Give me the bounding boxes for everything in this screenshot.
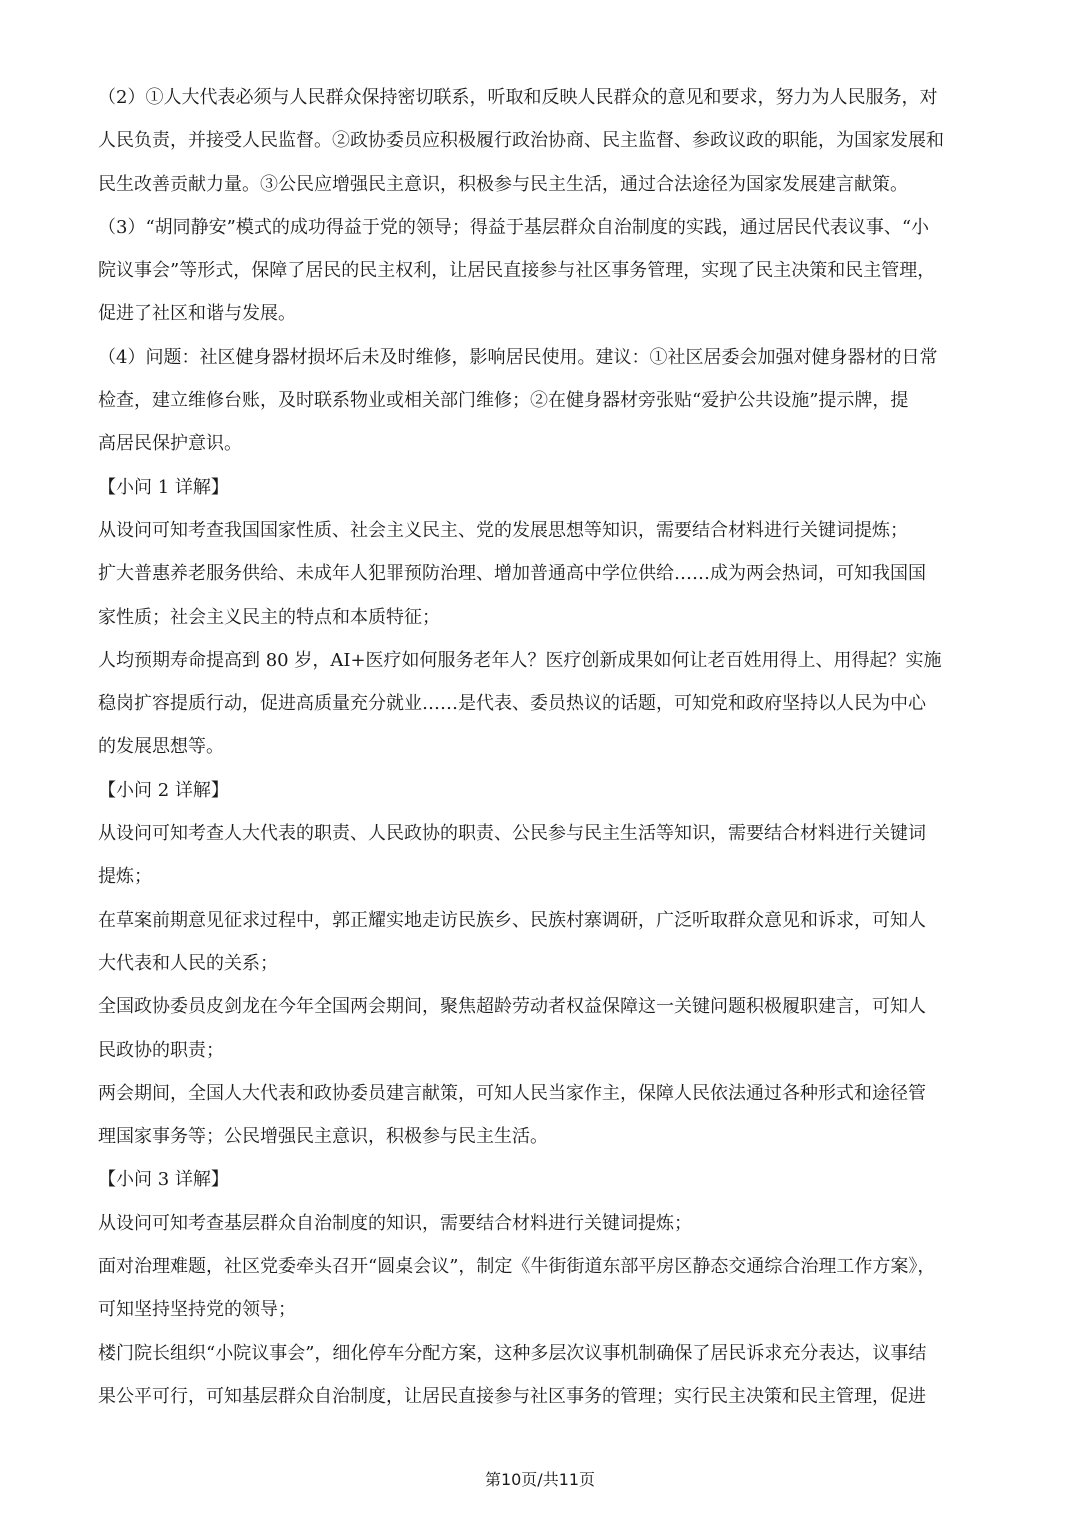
text-line: 检查，建立维修台账，及时联系物业或相关部门维修；②在健身器材旁张贴“爱护公共设施”提示牌，提: [98, 390, 909, 412]
text-line: 促进了社区和谐与发展。: [98, 303, 296, 325]
text-line: （4）问题：社区健身器材损坏后未及时维修，影响居民使用。建议：①社区居委会加强对健身器材的日常: [98, 346, 938, 368]
text-line: 两会期间，全国人大代表和政协委员建言献策，可知人民当家作主，保障人民依法通过各种形式和途径管: [98, 1082, 926, 1104]
text-line: 大代表和人民的关系；: [98, 952, 278, 974]
text-line: （3）“胡同静安”模式的成功得益于党的领导；得益于基层群众自治制度的实践，通过居民代表议事、“小: [98, 216, 930, 238]
text-line: 可知坚持坚持党的领导；: [98, 1299, 296, 1321]
text-line: 【小问 2 详解】: [98, 779, 229, 801]
text-line: （2）①人大代表必须与人民群众保持密切联系，听取和反映人民群众的意见和要求，努力为人民服务，对: [98, 87, 938, 108]
text-line: 高居民保护意识。: [98, 433, 242, 455]
text-line: 家性质；社会主义民主的特点和本质特征；: [98, 606, 440, 628]
text-line: 从设问可知考查基层群众自治制度的知识，需要结合材料进行关键词提炼；: [98, 1212, 692, 1234]
text-line: 的发展思想等。: [98, 736, 224, 758]
text-line: 在草案前期意见征求过程中，郭正耀实地走访民族乡、民族村寨调研，广泛听取群众意见和诉求，可知人: [98, 909, 926, 931]
text-line: 果公平可行，可知基层群众自治制度，让居民直接参与社区事务的管理；实行民主决策和民主管理，促进: [98, 1385, 926, 1407]
text-line: 民政协的职责；: [98, 1039, 224, 1061]
page-footer: 第10页/共11页: [484, 1470, 596, 1489]
text-line: 理国家事务等；公民增强民主意识，积极参与民主生活。: [98, 1126, 548, 1148]
text-line: 从设问可知考查人大代表的职责、人民政协的职责、公民参与民主生活等知识，需要结合材料进行关键词: [98, 823, 926, 845]
text-line: 扩大普惠养老服务供给、未成年人犯罪预防治理、增加普通高中学位供给……成为两会热词，可知我国国: [98, 563, 926, 585]
text-line: 【小问 3 详解】: [98, 1169, 229, 1191]
text-line: 从设问可知考查我国国家性质、社会主义民主、党的发展思想等知识，需要结合材料进行关键词提炼；: [98, 519, 908, 541]
text-line: 楼门院长组织“小院议事会”，细化停车分配方案，这种多层次议事机制确保了居民诉求充分表达，议事结: [98, 1342, 927, 1364]
text-line: 民生改善贡献力量。③公民应增强民主意识，积极参与民主生活，通过合法途径为国家发展建言献策。: [98, 173, 908, 195]
text-line: 人民负责，并接受人民监督。②政协委员应积极履行政治协商、民主监督、参政议政的职能，为国家发展和: [98, 130, 944, 152]
text-line: 提炼；: [98, 866, 152, 888]
document-body: [98, 84, 984, 1426]
text-line: 全国政协委员皮剑龙在今年全国两会期间，聚焦超龄劳动者权益保障这一关键问题积极履职建言，可知人: [98, 996, 926, 1018]
text-line: 【小问 1 详解】: [98, 476, 229, 498]
text-line: 院议事会”等形式，保障了居民的民主权利，让居民直接参与社区事务管理，实现了民主决策和民主管理，: [98, 260, 936, 282]
text-line: 面对治理难题，社区党委牵头召开“圆桌会议”，制定《牛街街道东部平房区静态交通综合治理工作方案》，: [98, 1256, 936, 1278]
text-line: 人均预期寿命提高到 80 岁，AI+医疗如何服务老年人？医疗创新成果如何让老百姓用得上、用得起？实施: [98, 649, 942, 671]
text-line: 稳岗扩容提质行动，促进高质量充分就业……是代表、委员热议的话题，可知党和政府坚持以人民为中心: [98, 693, 926, 715]
